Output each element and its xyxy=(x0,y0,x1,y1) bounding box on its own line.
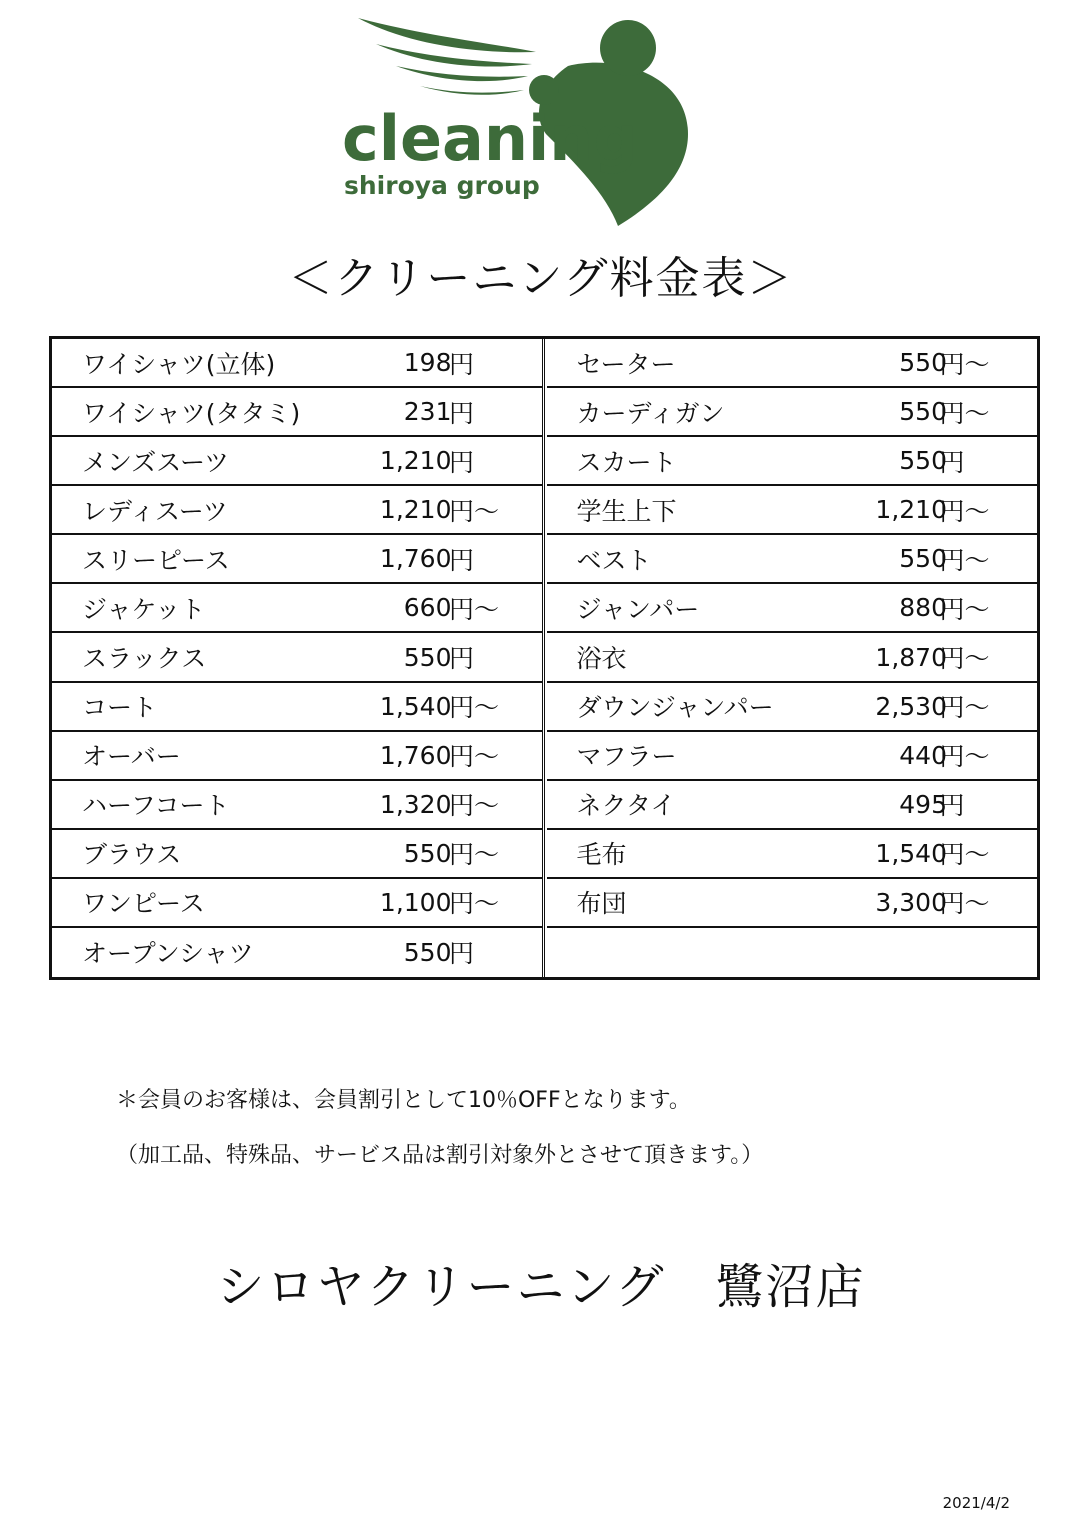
table-row xyxy=(52,781,542,830)
item-price: 1,210 xyxy=(875,495,947,525)
item-name: 布団 xyxy=(576,889,627,919)
item-unit: 円 xyxy=(449,545,475,575)
item-name: ワイシャツ(立体) xyxy=(82,349,276,379)
item-name: マフラー xyxy=(576,742,677,772)
item-price: 550 xyxy=(899,544,947,574)
item-unit: 円～ xyxy=(449,594,500,624)
table-row xyxy=(547,535,1038,584)
item-unit: 円～ xyxy=(449,742,500,772)
item-name: スラックス xyxy=(82,644,207,673)
item-price: 440 xyxy=(899,740,947,770)
item-unit: 円～ xyxy=(939,496,990,526)
item-price: 550 xyxy=(899,446,947,476)
item-unit: 円～ xyxy=(449,496,500,526)
cleaning-logo xyxy=(336,14,706,232)
item-price: 198 xyxy=(403,348,452,378)
table-row-empty xyxy=(547,928,1038,977)
price-table xyxy=(49,336,1040,980)
table-row xyxy=(52,683,542,732)
item-name: ジャンパー xyxy=(576,594,700,624)
item-unit: 円 xyxy=(939,447,965,477)
discount-exclusion-note: （加工品、特殊品、サービス品は割引対象外とさせて頂きます。） xyxy=(116,1143,764,1168)
item-unit: 円～ xyxy=(939,349,990,379)
logo-group-text: shiroya group xyxy=(344,171,540,200)
price-column-left xyxy=(52,339,545,977)
item-unit: 円～ xyxy=(939,693,990,723)
item-price: 1,320 xyxy=(379,789,452,819)
item-unit: 円 xyxy=(449,398,475,428)
table-row xyxy=(547,830,1038,879)
item-price: 550 xyxy=(403,642,452,672)
item-unit: 円 xyxy=(939,791,965,821)
table-row xyxy=(547,486,1038,535)
price-column-right xyxy=(547,339,1038,977)
table-row xyxy=(547,388,1038,437)
table-row xyxy=(547,683,1038,732)
item-name: ブラウス xyxy=(82,840,182,870)
item-unit: 円～ xyxy=(939,889,990,919)
item-name: 浴衣 xyxy=(576,644,627,673)
table-row xyxy=(52,732,542,781)
item-price: 1,760 xyxy=(379,740,452,770)
item-price: 1,210 xyxy=(379,446,452,476)
item-name: レディスーツ xyxy=(82,496,228,526)
table-row xyxy=(52,339,542,388)
item-name: 毛布 xyxy=(576,840,627,870)
table-row xyxy=(52,928,542,977)
item-unit: 円～ xyxy=(939,742,990,772)
item-price: 495 xyxy=(899,789,947,819)
table-row xyxy=(547,781,1038,830)
table-row xyxy=(52,388,542,437)
item-name: ハーフコート xyxy=(82,791,230,821)
table-row xyxy=(52,486,542,535)
item-price: 1,210 xyxy=(379,495,452,525)
item-name: ネクタイ xyxy=(576,791,676,821)
item-price: 1,760 xyxy=(379,544,452,574)
item-unit: 円～ xyxy=(939,644,990,673)
item-name: ジャケット xyxy=(82,594,206,624)
table-row xyxy=(547,879,1038,928)
item-name: オーバー xyxy=(82,742,181,772)
item-unit: 円 xyxy=(449,349,475,379)
table-row xyxy=(52,830,542,879)
item-name: カーディガン xyxy=(576,398,725,428)
item-unit: 円～ xyxy=(939,398,990,428)
item-unit: 円～ xyxy=(449,791,500,821)
item-name: メンズスーツ xyxy=(82,447,230,477)
item-name: スリーピース xyxy=(82,545,230,575)
item-name: ワイシャツ(タタミ) xyxy=(82,398,301,428)
table-row xyxy=(52,535,542,584)
item-price: 1,870 xyxy=(875,642,947,672)
item-name: ベスト xyxy=(576,545,652,575)
table-row xyxy=(547,584,1038,633)
item-unit: 円 xyxy=(449,939,475,969)
item-price: 1,100 xyxy=(379,887,452,917)
table-row xyxy=(547,437,1038,486)
item-price: 660 xyxy=(403,593,452,623)
item-unit: 円～ xyxy=(939,594,990,624)
member-discount-note: ＊会員のお客様は、会員割引として10％OFFとなります。 xyxy=(116,1088,691,1113)
table-row xyxy=(52,633,542,682)
table-row xyxy=(547,633,1038,682)
item-unit: 円～ xyxy=(449,693,500,723)
item-unit: 円～ xyxy=(449,889,500,919)
item-price: 550 xyxy=(403,937,452,967)
table-row xyxy=(52,879,542,928)
item-unit: 円～ xyxy=(939,545,990,575)
item-unit: 円 xyxy=(449,447,475,477)
item-unit: 円 xyxy=(449,644,475,673)
item-unit: 円～ xyxy=(939,840,990,870)
document-date: 2021/4/2 xyxy=(942,1494,1010,1512)
item-price: 3,300 xyxy=(875,887,947,917)
logo-brand-text: cleaning xyxy=(342,102,638,175)
item-price: 550 xyxy=(403,838,452,868)
item-price: 1,540 xyxy=(875,838,947,868)
item-price: 2,530 xyxy=(875,691,947,721)
item-name: ワンピース xyxy=(82,889,205,919)
item-name: 学生上下 xyxy=(576,496,677,526)
item-price: 231 xyxy=(403,397,452,427)
table-row xyxy=(52,584,542,633)
item-name: オープンシャツ xyxy=(82,939,254,969)
table-row xyxy=(547,732,1038,781)
item-name: ダウンジャンパー xyxy=(576,693,774,723)
item-name: スカート xyxy=(576,447,677,477)
store-name: シロヤクリーニング 鷺沼店 xyxy=(216,1259,866,1315)
item-price: 550 xyxy=(899,397,947,427)
item-name: セーター xyxy=(576,349,676,379)
item-price: 550 xyxy=(899,348,947,378)
item-price: 1,540 xyxy=(379,691,452,721)
table-row xyxy=(52,437,542,486)
item-price: 880 xyxy=(899,593,947,623)
item-unit: 円～ xyxy=(449,840,500,870)
page-title: ＜クリーニング料金表＞ xyxy=(288,253,794,304)
item-name: コート xyxy=(82,693,158,723)
table-row xyxy=(547,339,1038,388)
